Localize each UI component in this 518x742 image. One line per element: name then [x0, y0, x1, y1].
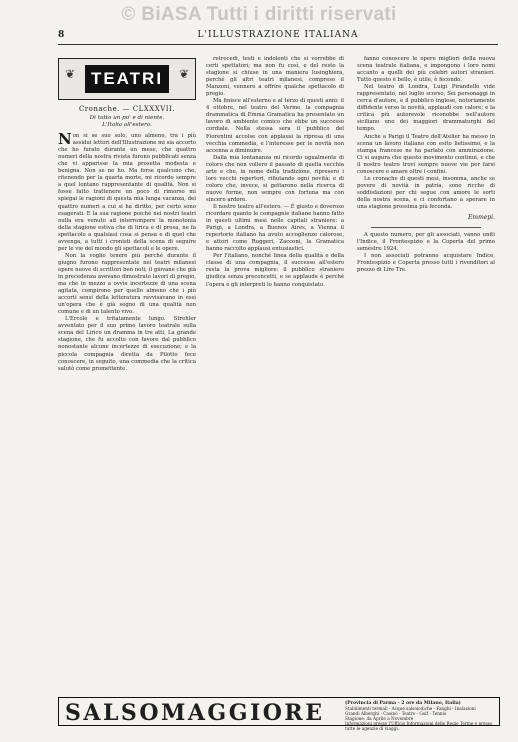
ad-line: Stabilimenti termali - Acque salsoiodiche - Fanghi - Inalazioni [345, 706, 476, 712]
paragraph: Anche a Parigi il Teatro dell'Atelier ha messo in scena un lavoro italiano con esito lietissimo, e la stampa francese ne ha parlato con ammirazione. Ci si augura che questo movimento continui, e che il nostro teatro trovi sempre nuove vie per farsi conoscere e amare oltre i confini. [357, 133, 495, 175]
section-title: TEATRI [85, 65, 169, 93]
column-1 [58, 56, 196, 373]
paragraph: Le cronache di questi mesi, insomma, anche se povere di novità in patria, sono ricche di soddisfazioni per chi segue con amore le sorti della nostra scena, e ci confortano a sperare in una stagione prossima più feconda. [357, 175, 495, 210]
ornament-right-icon: ❦ [178, 67, 189, 81]
header-rule [58, 44, 498, 45]
paragraph: retrocedi, testi e indolenti che si vorrebbe di certi spettatori; ma non fu così, e del resto la stagione si chiuse in una maniera lusinghiera, perché gli altri teatri milanesi, compreso il Manzoni, vennero a offrire qualche spettacolo di pregio. [206, 56, 344, 98]
running-title: L'ILLUSTRAZIONE ITALIANA [197, 30, 359, 40]
section-subtitle: Cronache. — CLXXXVII. [78, 105, 176, 113]
page-header [58, 28, 498, 42]
paragraph: L'Ercole e tritatamente lungo. Strehler avventato per il suo primo lavoro teatrale sulla scena del Lirico un dramma in tre atti, La grande stagione, che fu accolto con favore dal pubblico nonostante alcune incertezze di esecuzione; e la piccola compagnia diretta da Pilotto fece conoscere, in seguito, una commedia che la critica salutò come promettente. [58, 316, 196, 372]
column-2 [206, 56, 344, 289]
copyright-watermark: © BiASA Tutti i diritti riservati [121, 4, 397, 25]
advertisement-banner [58, 697, 500, 732]
divider [371, 227, 481, 228]
drop-cap: N [58, 130, 72, 149]
advertisement-title: SALSOMAGGIORE [65, 700, 325, 726]
epigraph-line-1: Di tutto un po' e di niente. [89, 115, 165, 122]
advertisement-text [345, 700, 493, 732]
paragraph: Ma finisce all'esterno e al terzo di questi anni: il 4 ottobre, nel teatro del Verme, la compagnia drammatica di Emma Gramatica ha presentato un lavoro di ambiente comico che ebbe un successo cordiale. Nella stessa sera il pubblico del Fiorentini accolse con applausi la ripresa di una vecchia commedia, e l'interesse per le novità non accenna a diminuire. [206, 98, 344, 154]
paragraph: Dalla mia lontananza mi ricordo ugualmente di coloro che non vollero il passato di quella vecchia arte e che, in nome della tradizione, ripresero i loro vecchi repertori, rifiutando ogni novità; e di coloro che, invece, si gettarono nella ricerca di nuove forme, non sempre con fortuna ma con sincero ardore. [206, 154, 344, 203]
paragraph: Nel teatro di Londra, Luigi Pirandello vide rappresentato, nel luglio scorso, Sei personaggi in cerca d'autore, e il pubblico inglese, notoriamente diffidente verso le novità, applaudì con calore; e la critica più autorevole riconobbe nell'autore siciliano uno dei maggiori drammaturghi del tempo. [357, 84, 495, 133]
ad-line: Stagione: da Aprile a Novembre [345, 716, 414, 722]
paragraph: fanno conoscere le opere migliori della nuova scena teatrale italiana, e impongono i loro nomi accanto a quelli dei più celebri autori stranieri. Tutto questo è bello, è utile, è fecondo. [357, 56, 495, 84]
subscriber-note: A questo numero, per gli associati, vanno uniti l'Indice, il Frontespizio e la Coperta del primo semestre 1924. [357, 232, 495, 253]
ad-line: Grandi Alberghi - Casinò - Teatro - Golf - Tennis [345, 711, 447, 717]
page-number: 8 [58, 30, 66, 40]
ad-line: Informazioni presso l'Ufficio Informazioni delle Regie Terme e presso tutte le agenzie di viaggi. [345, 721, 493, 732]
column-3 [357, 56, 495, 274]
author-signature: Emmepi. [468, 214, 495, 222]
paragraph: Il nostro teatro all'estero. — È giusto e doveroso ricordare quanto le compagnie italiane hanno fatto in questi ultimi mesi nelle capitali straniere: a Parigi, a Londra, a Buenos Aires, a Vienna il repertorio italiano ha avuto accoglienze calorose, e attori come Ruggeri, Zacconi, la Gramatica hanno raccolto applausi entusiastici. [206, 203, 344, 253]
ornament-left-icon: ❦ [65, 67, 76, 81]
epigraph-line-2: L'Italia all'estero. [102, 122, 152, 129]
paragraph: Non si se suo solo, uno almeno, tra i più assidui lettori dell'Illustrazione mi sia accorto che ho furato durante un mese, che quattro numeri della nostra rivista furono pubblicati senza che vi apparisse la mia prosetta modesta e benigna. Non se ne ho. Ma forse qualcuno che, ritenendo per la quarta morte, mi ricordo sempre a quel lontano rappresentante di qualità. Non si fosse fatto trattenere un poco di rimorso mi spiegai le ragioni di questa mia lunga vacanza, dei quattro numeri a cui si ha diritto, per certo sono esagerati. E la sua ragione poiché nei nostri teatri nulla era venuto ad interrompere la monotonia della stagione estiva che di lirica e di prosa, ne fa spettacolo a qualsiasi cosa si pensa e di quel che avvenga, a tutti i cronisti della scena di seguire per le vie del mondo gli spettacoli e le opere. [58, 130, 196, 252]
paragraph: Per l'italiano, nonché linea della qualità e della classe di una compagnia, il successo all'estero resta la prova migliore: il pubblico straniero giudica senza preconcetti, e se applaude è perché l'opera e gli interpreti lo hanno conquistato. [206, 253, 344, 288]
subscriber-note: I non associati potranno acquistare Indice, Frontespizio e Coperta presso tutti i rivenditori al prezzo di Lire Tre. [357, 253, 495, 274]
ad-line: (Provincia di Parma - 2 ore da Milano, Italia) [345, 701, 461, 706]
paragraph: Non la voglio tenere più perché durante il giugno furono rappresentate nei teatri milanesi opere nuove di scrittori ben noti; il giovane che già in precedenza avevano dimostrato lavori di pregio, ma che in mezzo a ovvie incertezze di una scena agitata, compirono per quello almeno che i più accorti sensi della letteratura ravvisavano in essi un'opera che è già segno di una qualità non comune e di un talento vivo. [58, 252, 196, 316]
section-banner [58, 58, 196, 100]
epigraph [58, 115, 196, 129]
